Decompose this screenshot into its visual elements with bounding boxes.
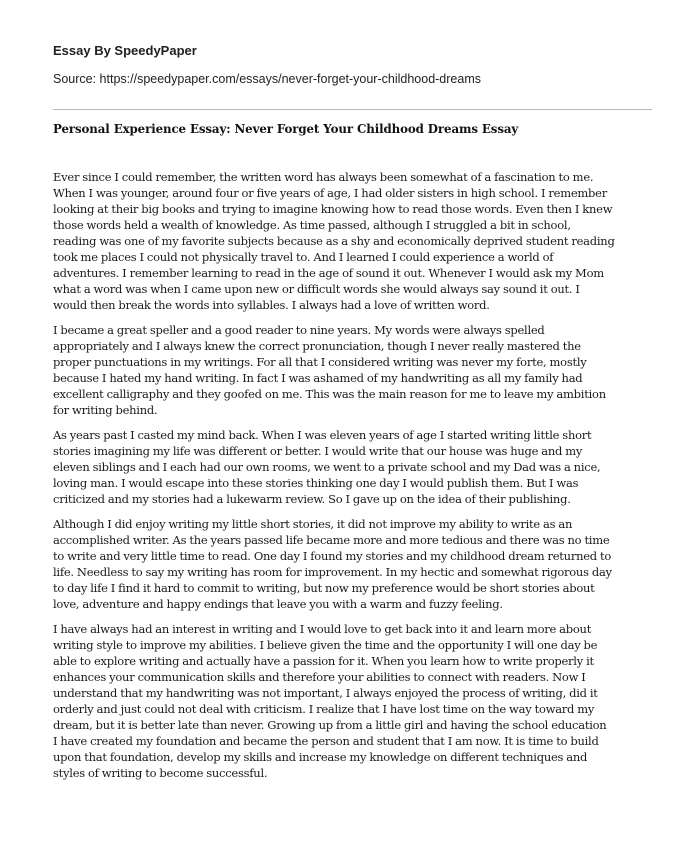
text-line: reading was one of my favorite subjects because as a shy and economically deprived student reading bbox=[53, 234, 615, 248]
text-line: dream, but it is better late than never. Growing up from a little girl and having the school education bbox=[53, 718, 607, 732]
text-line: I have created my foundation and became the person and student that I am now. It is time to build bbox=[53, 734, 599, 748]
essay-paragraph-1 bbox=[53, 169, 663, 313]
text-line: for writing behind. bbox=[53, 403, 158, 417]
text-line: to write and very little time to read. One day I found my stories and my childhood dream returned to bbox=[53, 549, 612, 563]
text-line: Ever since I could remember, the written word has always been somewhat of a fascination to me. bbox=[53, 170, 594, 184]
text-line: adventures. I remember learning to read in the age of sound it out. Whenever I would ask my Mom bbox=[53, 266, 604, 280]
text-line: those words held a wealth of knowledge. As time passed, although I struggled a bit in school, bbox=[53, 218, 571, 232]
essay-paragraph-3 bbox=[53, 427, 663, 507]
text-line: As years past I casted my mind back. When I was eleven years of age I started writing little short bbox=[53, 428, 592, 442]
text-line: loving man. I would escape into these stories thinking one day I would publish them. But I was bbox=[53, 476, 579, 490]
text-line: excellent calligraphy and they goofed on me. This was the main reason for me to leave my ambition bbox=[53, 387, 606, 401]
essay-body bbox=[53, 169, 663, 790]
text-line: I became a great speller and a good reader to nine years. My words were always spelled bbox=[53, 323, 545, 337]
text-line: enhances your communication skills and therefore your abilities to connect with readers. Now I bbox=[53, 670, 586, 684]
text-line: proper punctuations in my writings. For all that I considered writing was never my forte, mostly bbox=[53, 355, 587, 369]
text-line: I have always had an interest in writing and I would love to get back into it and learn more about bbox=[53, 622, 592, 636]
text-line: what a word was when I came upon new or difficult words she would always say sound it out. I bbox=[53, 282, 580, 296]
text-line: orderly and just could not deal with criticism. I realize that I have lost time on the way toward my bbox=[53, 702, 595, 716]
text-line: love, adventure and happy endings that leave you with a warm and fuzzy feeling. bbox=[53, 597, 503, 611]
text-line: upon that foundation, develop my skills and increase my knowledge on different techniques and bbox=[53, 750, 588, 764]
text-line: When I was younger, around four or five years of age, I had older sisters in high school. I remember bbox=[53, 186, 607, 200]
text-line: looking at their big books and trying to imagine knowing how to read those words. Even then I knew bbox=[53, 202, 613, 216]
text-line: criticized and my stories had a lukewarm review. So I gave up on the idea of their publishing. bbox=[53, 492, 571, 506]
text-line: appropriately and I always knew the correct pronunciation, though I never really mastered the bbox=[53, 339, 581, 353]
text-line: Although I did enjoy writing my little short stories, it did not improve my ability to write as an bbox=[53, 517, 573, 531]
text-line: understand that my handwriting was not important, I always enjoyed the process of writing, did it bbox=[53, 686, 598, 700]
text-line: styles of writing to become successful. bbox=[53, 766, 268, 780]
essay-paragraph-4 bbox=[53, 516, 663, 612]
text-line: writing style to improve my abilities. I believe given the time and the opportunity I will one day be bbox=[53, 638, 598, 652]
header-divider bbox=[53, 109, 652, 110]
essay-paragraph-5 bbox=[53, 621, 663, 781]
document-source: Source: https://speedypaper.com/essays/never-forget-your-childhood-dreams bbox=[53, 72, 481, 86]
essay-paragraph-2 bbox=[53, 322, 663, 418]
essay-title: Personal Experience Essay: Never Forget Your Childhood Dreams Essay bbox=[53, 122, 519, 136]
text-line: eleven siblings and I each had our own rooms, we went to a private school and my Dad was a nice, bbox=[53, 460, 601, 474]
text-line: took me places I could not physically travel to. And I learned I could experience a world of bbox=[53, 250, 554, 264]
text-line: accomplished writer. As the years passed life became more and more tedious and there was no time bbox=[53, 533, 610, 547]
text-line: stories imagining my life was different or better. I would write that our house was huge and my bbox=[53, 444, 583, 458]
text-line: would then break the words into syllables. I always had a love of written word. bbox=[53, 298, 490, 312]
text-line: life. Needless to say my writing has room for improvement. In my hectic and somewhat rigorous day bbox=[53, 565, 612, 579]
document-brand: Essay By SpeedyPaper bbox=[53, 43, 197, 58]
text-line: able to explore writing and actually have a passion for it. When you learn how to write properly it bbox=[53, 654, 594, 668]
text-line: to day life I find it hard to commit to writing, but now my preference would be short stories about bbox=[53, 581, 595, 595]
text-line: because I hated my hand writing. In fact I was ashamed of my handwriting as all my family had bbox=[53, 371, 583, 385]
